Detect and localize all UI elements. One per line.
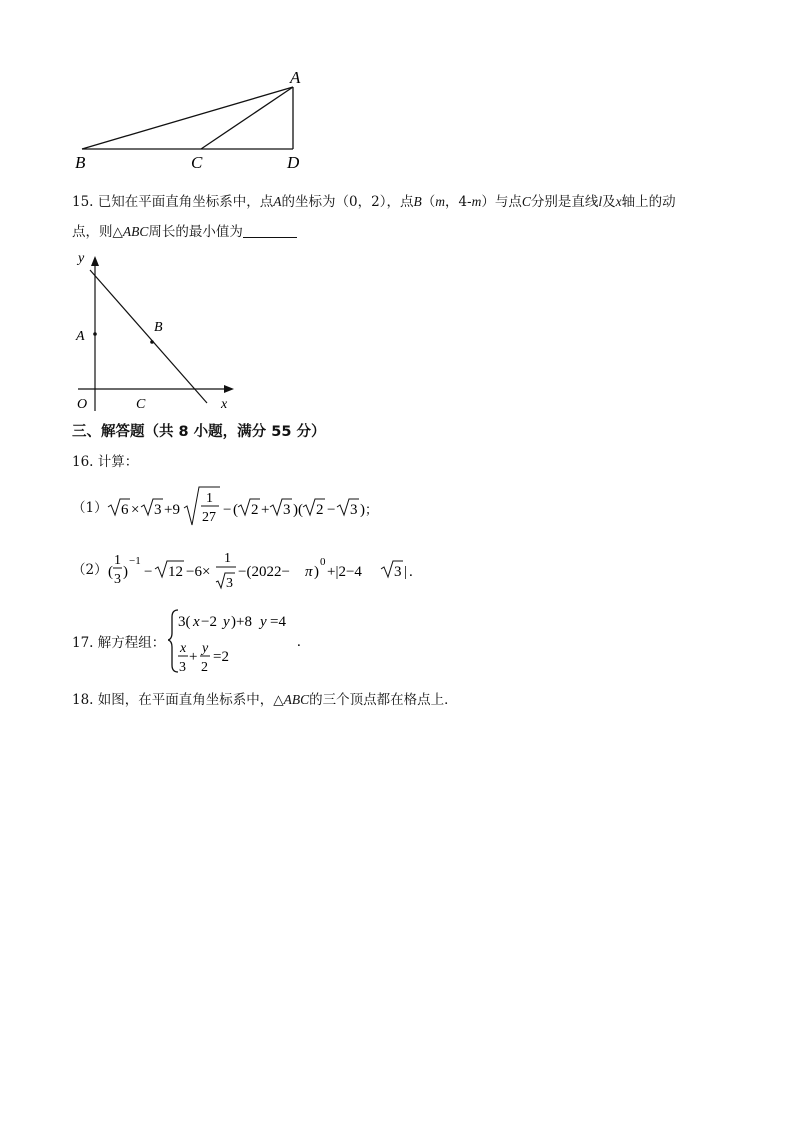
label-o: O: [77, 397, 88, 412]
brace: [168, 610, 178, 672]
q15-m: m: [471, 194, 482, 209]
q18: [72, 690, 458, 710]
period: .: [297, 634, 301, 650]
operator: −: [327, 502, 336, 518]
paren: ): [314, 564, 319, 580]
q15-text: ）与点: [481, 194, 522, 210]
eq1-var-y: y: [260, 614, 267, 630]
q17-label: [72, 633, 165, 653]
denominator: 3: [114, 572, 121, 587]
q15-m: m: [435, 194, 445, 209]
point-b-dot: [150, 340, 154, 344]
exponent: −1: [129, 555, 141, 567]
eq1-part: 3(: [178, 614, 191, 630]
q15-text: ，4-: [444, 194, 472, 210]
q15-text: 的坐标为（0，2），点: [281, 194, 414, 210]
q15-text: （: [421, 194, 436, 210]
paren: ): [123, 564, 128, 580]
part2-label: （2）: [72, 562, 108, 578]
point-a-dot: [93, 332, 97, 336]
q15-point-b: B: [413, 194, 422, 209]
eq1-part: )+8: [231, 614, 252, 630]
answer-blank[interactable]: [243, 223, 297, 238]
q17: [72, 605, 392, 677]
q16-header: [72, 452, 138, 472]
radicand: 3: [154, 502, 162, 518]
eq1-part: =4: [270, 614, 286, 630]
radicand: 12: [168, 564, 183, 580]
q17-number: 17.: [72, 635, 94, 651]
segment-ba: [82, 87, 293, 149]
q15-text: 已知在平面直角坐标系中，点: [97, 194, 274, 210]
line-l: [90, 270, 207, 403]
operator: +: [261, 502, 270, 518]
q15-text: 分别是直线: [530, 194, 599, 210]
q15-text: 周长的最小值为: [148, 224, 243, 240]
q16-part2: [72, 548, 432, 594]
q15-point-a: A: [273, 194, 282, 209]
eq1-var-x: x: [193, 614, 200, 630]
pi: π: [305, 564, 313, 580]
numerator: 1: [206, 491, 213, 506]
abs-bar: |: [404, 564, 408, 580]
paren: (: [108, 564, 113, 580]
q18-text: 如图，在平面直角坐标系中，△: [97, 692, 284, 708]
numerator: 1: [114, 553, 121, 568]
x-axis-arrow: [224, 385, 234, 393]
radicand: 2: [251, 502, 259, 518]
q15-line2: [72, 222, 297, 242]
q18-abc: ABC: [283, 692, 310, 707]
radicand: 3: [350, 502, 358, 518]
q16-number: 16.: [72, 454, 94, 470]
q15-line1: [72, 192, 676, 212]
y-axis-arrow: [91, 256, 99, 266]
radicand: 3: [283, 502, 291, 518]
label-c: C: [136, 397, 146, 412]
q17-text: 解方程组：: [97, 635, 166, 651]
denominator: 3: [226, 576, 233, 591]
eq2-den: 3: [179, 660, 186, 675]
exponent: 0: [320, 556, 326, 568]
label-d: D: [287, 153, 300, 172]
denominator: 27: [202, 510, 216, 525]
eq2-num-y: y: [202, 641, 209, 656]
operator: −(2022−: [238, 564, 290, 580]
q15-line-l: l: [598, 194, 603, 209]
label-b: B: [154, 320, 163, 335]
part2-expression: [106, 548, 436, 594]
paren: )(: [293, 502, 303, 518]
eq2-den: 2: [201, 660, 208, 675]
q18-number: 18.: [72, 692, 94, 708]
label-a: A: [290, 68, 301, 87]
q15-text: 点，则△: [72, 224, 123, 240]
q15-x: x: [615, 194, 622, 209]
semicolon: ；: [365, 502, 379, 517]
q15-number: 15.: [72, 194, 94, 210]
label-c: C: [191, 153, 203, 172]
q15-point-c: C: [521, 194, 531, 209]
part1-expression: [106, 484, 406, 528]
q15-text: 轴上的动: [621, 194, 676, 210]
label-y: y: [78, 251, 85, 266]
eq2-rhs: =2: [213, 649, 229, 665]
paren: ): [360, 502, 365, 518]
label-a: A: [76, 329, 85, 344]
equation-system: [168, 605, 388, 677]
q18-text: 的三个顶点都在格点上．: [309, 692, 458, 708]
radicand: 2: [316, 502, 324, 518]
section-heading: 三、解答题（共 8 小题，满分 55 分）: [72, 424, 326, 440]
q16-label: 计算：: [97, 454, 139, 470]
q16-part1: [72, 484, 392, 528]
eq2-plus: +: [189, 649, 198, 665]
paren: (: [233, 502, 238, 518]
eq1-part: −2: [201, 614, 217, 630]
label-b: B: [75, 153, 86, 172]
operator: +|2−4: [327, 564, 362, 580]
q15-abc: ABC: [122, 224, 149, 239]
eq1-var-y: y: [223, 614, 230, 630]
period: .: [409, 564, 413, 580]
operator: +9: [164, 502, 180, 518]
label-x: x: [221, 397, 228, 412]
numerator: 1: [224, 551, 231, 566]
radicand: 3: [394, 564, 402, 580]
radicand: 6: [121, 502, 129, 518]
q15-text: 及: [602, 194, 616, 210]
segment-ca: [201, 87, 293, 149]
operator: −: [144, 564, 153, 580]
operator: ×: [131, 502, 140, 518]
eq2-num-x: x: [180, 641, 187, 656]
triangle-figure: [70, 66, 320, 176]
part1-label: （1）: [72, 500, 108, 516]
coordinate-figure: [68, 248, 248, 416]
operator: −6×: [186, 564, 211, 580]
operator: −: [223, 502, 232, 518]
